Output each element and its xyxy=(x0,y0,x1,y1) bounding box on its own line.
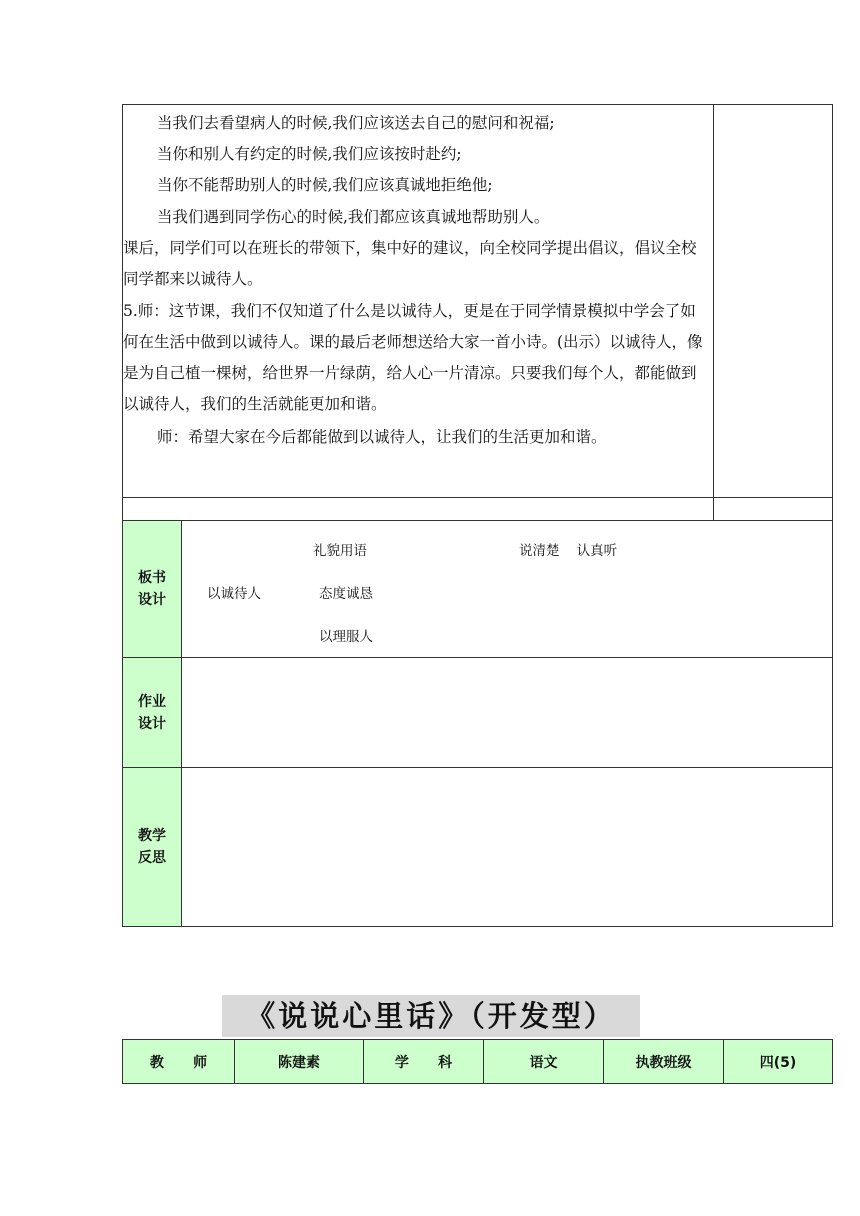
board-item-sincere-attitude: 态度诚恳 xyxy=(319,586,373,602)
board-item-polite-words: 礼貌用语 xyxy=(313,543,367,559)
blank-row-side-cell xyxy=(713,497,833,521)
class-value: 四(5) xyxy=(724,1040,832,1083)
content-paragraph-closing: 师：希望大家在今后都能做到以诚待人，让我们的生活更加和谐。 xyxy=(157,428,607,446)
content-paragraph-summary: 5.师：这节课，我们不仅知道了什么是以诚待人，更是在于同学情景模拟中学会了如何在生活中做到以诚待人。课的最后老师想送给大家一首小诗。(出示）以诚待人，像是为自己植一棵树，给世界一片绿荫，给人心一片清凉。只要我们每个人，都能做到以诚待人，我们的生活就能更加和谐。 xyxy=(123,302,703,413)
subject-label: 学 科 xyxy=(364,1040,484,1083)
teacher-name: 陈建素 xyxy=(235,1040,364,1083)
content-paragraph-after-class: 课后，同学们可以在班长的带领下，集中好的建议，向全校同学提出倡议，倡议全校同学都来以诚待人。 xyxy=(123,239,697,288)
reflection-label xyxy=(122,767,182,927)
subject-value: 语文 xyxy=(484,1040,604,1083)
board-center-phrase: 以诚待人 xyxy=(207,586,261,602)
content-line-4: 当我们遇到同学伤心的时候,我们都应该真诚地帮助别人。 xyxy=(157,208,550,226)
board-design-label-text: 板书 设计 xyxy=(138,570,166,608)
board-item-polite-detail: 说清楚 认真听 xyxy=(519,543,618,559)
content-side-cell xyxy=(713,104,833,498)
homework-label-text: 作业 设计 xyxy=(138,693,166,732)
teacher-label: 教 师 xyxy=(123,1040,235,1083)
content-line-2: 当你和别人有约定的时候,我们应该按时赴约; xyxy=(157,145,462,163)
lesson-info-row xyxy=(122,1039,833,1084)
reflection-body xyxy=(181,767,833,927)
content-line-3: 当你不能帮助别人的时候,我们应该真诚地拒绝他; xyxy=(157,176,493,194)
board-design-label xyxy=(122,520,182,658)
board-design-body xyxy=(181,520,833,658)
board-item-persuade-reason: 以理服人 xyxy=(319,629,373,645)
homework-body xyxy=(181,657,833,768)
next-lesson-title: 《说说心里话》（开发型） xyxy=(222,995,640,1037)
class-label: 执教班级 xyxy=(604,1040,724,1083)
lesson-content-cell xyxy=(122,104,714,498)
content-line-1: 当我们去看望病人的时候,我们应该送去自己的慰问和祝福; xyxy=(157,114,555,132)
blank-row-cell xyxy=(122,497,714,521)
reflection-label-text: 教学 反思 xyxy=(138,828,166,866)
homework-label xyxy=(122,657,182,768)
